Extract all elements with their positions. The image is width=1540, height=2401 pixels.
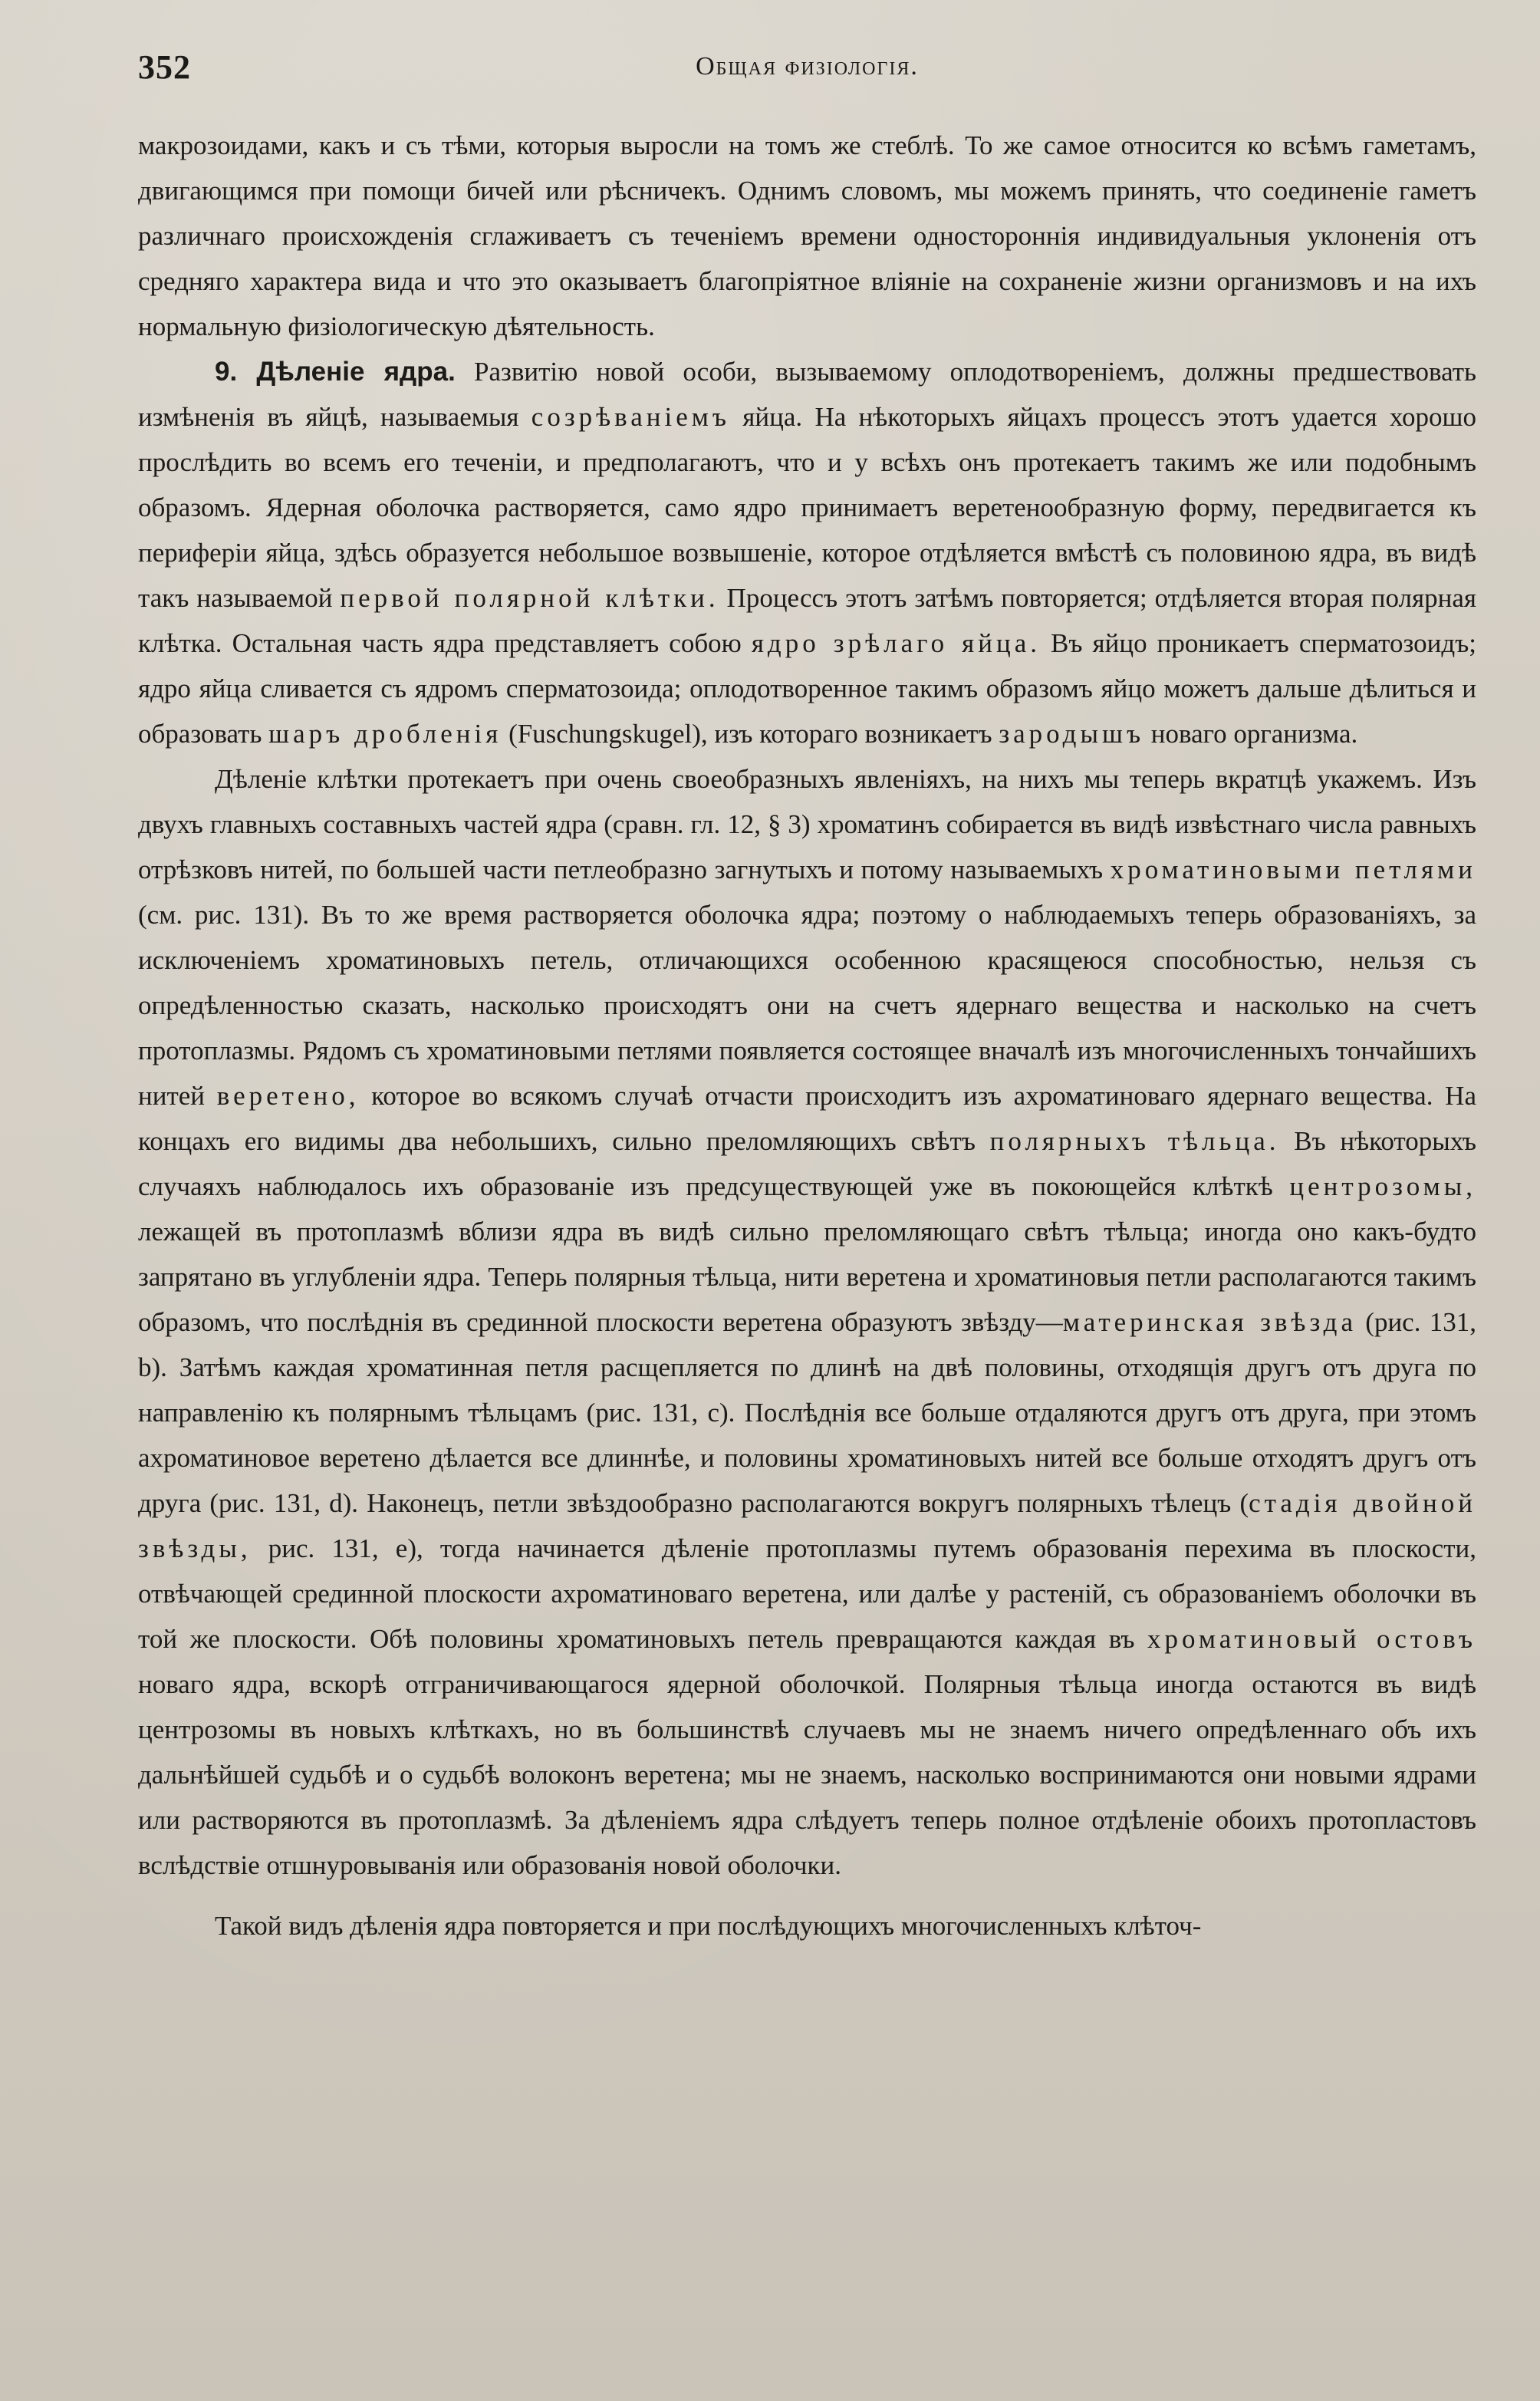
text-run: Развитiю новой особи, вызываемому оплодотворенiемъ, должны предшествовать измѣненiя въ яйцѣ, называемыя: [138, 357, 1476, 432]
emphasis-text: материнская звѣзда: [1062, 1307, 1357, 1337]
text-run: (Fuschungskugel), изъ котораго возникаетъ: [502, 719, 999, 749]
emphasis-text: зародышъ: [999, 719, 1145, 749]
emphasis-text: центрозомы,: [1289, 1171, 1476, 1201]
section-heading: 9. Дѣленiе ядра.: [215, 357, 456, 387]
text-run: лежащей въ протоплазмѣ вблизи ядра въ видѣ сильно преломляющаго свѣтъ тѣльца; иногда оно какъ-будто запрятано въ углубленiи ядра. Теперь полярныя тѣльца, нити веретена и хроматиновыя петли располагаются такимъ образомъ, что послѣднiя въ срединной плоскости веретена образуютъ звѣзду—: [138, 1217, 1476, 1337]
text-run: (см. рис. 131). Въ то же время растворяется оболочка ядра; поэтому о наблюдаемыхъ теперь образованiяхъ, за исключенiемъ хроматиновыхъ петель, отличающихся особенною красящеюся способностью, нельзя съ опредѣленностью сказать, насколько происходятъ они на счетъ ядернаго вещества и насколько на счетъ протоплазмы. Рядомъ съ хроматиновыми петлями появляется состоящее вначалѣ изъ многочисленныхъ тончайшихъ нитей: [138, 900, 1476, 1111]
text-run: Дѣленiе клѣтки протекаетъ при очень своеобразныхъ явленiяхъ, на нихъ мы теперь вкратцѣ укажемъ. Изъ двухъ главныхъ составныхъ частей ядра (сравн. гл. 12, § 3) хроматинъ собирается въ видѣ извѣстнаго числа равныхъ отрѣзковъ нитей, по большей части петлеобразно загнутыхъ и потому называемыхъ: [138, 764, 1476, 884]
text-run: (рис. 131, b). Затѣмъ каждая хроматинная петля расщепляется по длинѣ на двѣ половины, отходящiя другъ отъ друга по направленiю къ полярнымъ тѣльцамъ (рис. 131, c). Послѣднiя все больше отдаляются другъ отъ друга, при этомъ ахроматиновое веретено дѣлается все длиннѣе, и половины хроматиновыхъ нитей все больше отходятъ другъ отъ друга (рис. 131, d). Наконецъ, петли звѣздообразно располагаются вокругъ полярныхъ тѣлецъ (: [138, 1307, 1477, 1518]
text-run: яйца. На нѣкоторыхъ яйцахъ процессъ этотъ удается хорошо прослѣдить во всемъ его теченiи, и предполагаютъ, что и у всѣхъ онъ протекаетъ такимъ же или подобнымъ образомъ. Ядерная оболочка растворяется, само ядро принимаетъ веретенообразную форму, передвигается къ периферiи яйца, здѣсь образуется небольшое возвышенiе, которое отдѣляется вмѣстѣ съ половиною ядра, въ видѣ такъ называемой: [138, 402, 1476, 613]
text-run: Въ яйцо проникаетъ: [1041, 628, 1299, 658]
running-title: Общая физiологiя.: [696, 52, 919, 81]
emphasis-text: шаръ дробленiя: [268, 719, 502, 749]
emphasis-text: ядро зрѣлаго яйца.: [751, 628, 1041, 658]
text-run: новаго ядра, вскорѣ отграничивающагося ядерной оболочкой. Полярныя тѣльца иногда остаются въ видѣ центрозомы въ новыхъ клѣткахъ, но въ большинствѣ случаевъ мы не знаемъ ничего опредѣленнаго объ ихъ дальнѣйшей судьбѣ и о судьбѣ волоконъ веретена; мы не знаемъ, насколько воспринимаются они новыми ядрами или растворяются въ протоплазмѣ. За дѣленiемъ ядра слѣдуетъ теперь полное отдѣленiе обоихъ протопластовъ вслѣдствiе отшнуровыванiя или образованiя новой оболочки.: [138, 1669, 1476, 1880]
emphasis-text: полярныхъ тѣльца.: [989, 1126, 1280, 1156]
text-run: которое во всякомъ случаѣ отчасти происходитъ изъ ахроматиноваго ядернаго вещества. На концахъ его видимы два небольшихъ, сильно преломляющихъ свѣтъ: [138, 1081, 1476, 1156]
emphasis-text: веретено,: [216, 1081, 360, 1111]
text-run: Процессъ этотъ затѣмъ повторяется; отдѣляется вторая полярная клѣтка. Остальная часть ядра представляетъ собою: [138, 583, 1476, 658]
emphasis-text: сперматозоидъ: [1298, 628, 1469, 658]
paragraph: макрозоидами, какъ и съ тѣми, которыя выросли на томъ же стеблѣ. То же самое относится ко всѣмъ гаметамъ, двигающимся при помощи бичей или рѣсничекъ. Однимъ словомъ, мы можемъ принять, что соединенiе гаметъ различнаго происхожденiя сглаживаетъ съ теченiемъ времени одностороннiя индивидуальныя уклоненiя отъ средняго характера вида и что это оказываетъ благопрiятное влiянiе на сохраненiе жизни организмовъ и на ихъ нормальную физiологическую дѣятельность.: [138, 130, 1476, 341]
emphasis-text: созрѣванiемъ: [531, 402, 730, 432]
text-run: новаго организма.: [1144, 719, 1358, 749]
text-run: ; ядро яйца сливается съ ядромъ сперматозоида; оплодотворенное такимъ образомъ яйцо можетъ дальше дѣлиться и образовать: [138, 628, 1476, 749]
emphasis-text: хроматиновыми петлями: [1110, 855, 1477, 884]
emphasis-text: стадiя двойной звѣзды,: [138, 1488, 1476, 1563]
text-run: рис. 131, e), тогда начинается дѣленiе протоплазмы путемъ образованiя перехима въ плоскости, отвѣчающей срединной плоскости ахроматиноваго веретена, или далѣе у растенiй, съ образованiемъ оболочки въ той же плоскости. Обѣ половины хроматиновыхъ петель превращаются каждая въ: [138, 1533, 1476, 1654]
text-run: Въ нѣкоторыхъ случаяхъ наблюдалось ихъ образованiе изъ предсуществующей уже въ покоющейся клѣткѣ: [138, 1126, 1477, 1201]
body-text: [138, 123, 1476, 1948]
page-number: 352: [138, 48, 191, 86]
page-header: [138, 48, 1476, 94]
paragraph: [138, 756, 1476, 1888]
emphasis-text: хроматиновый остовъ: [1147, 1624, 1476, 1654]
paragraph: Такой видъ дѣленiя ядра повторяется и при послѣдующихъ многочисленныхъ клѣточ-: [215, 1911, 1202, 1941]
section-paragraph: [138, 349, 1476, 756]
emphasis-text: первой полярной клѣтки.: [340, 583, 719, 613]
